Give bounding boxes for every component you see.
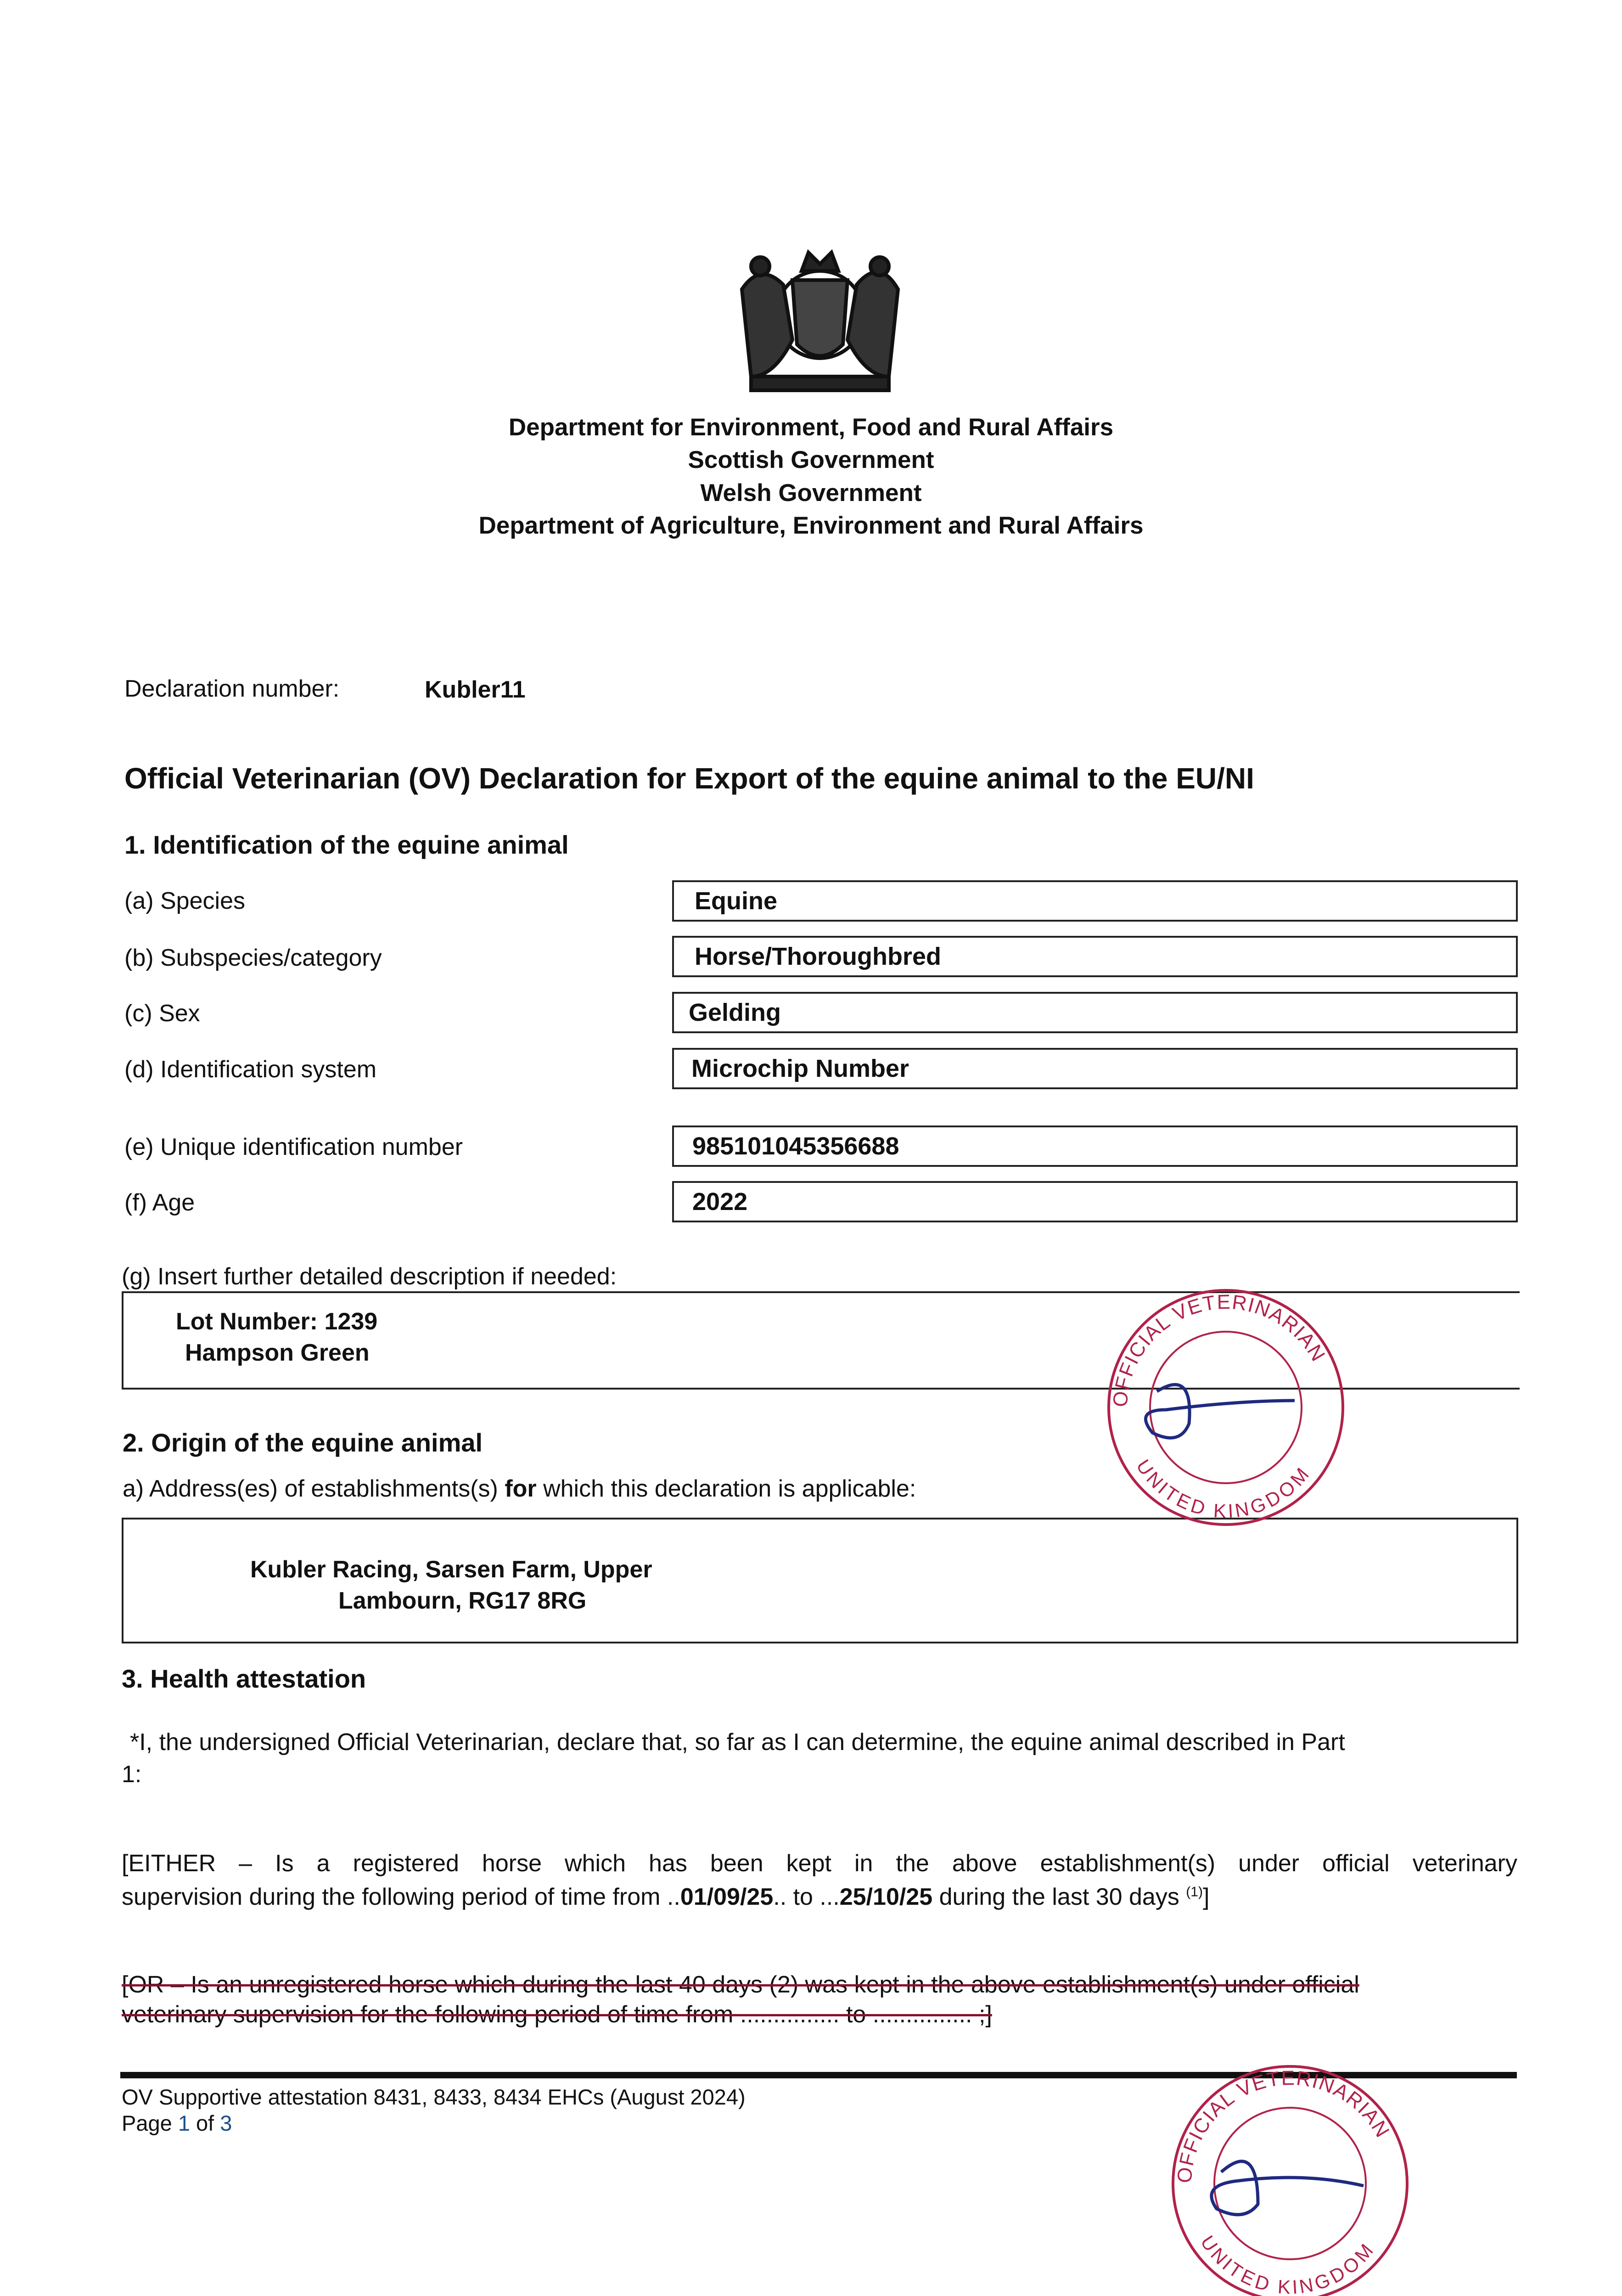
department-welsh: Welsh Government xyxy=(700,479,922,506)
section1-heading: 1. Identification of the equine animal xyxy=(124,830,569,859)
or-clause-line1: [OR – Is an unregistered horse which during the last 40 days (2) was kept in the above establishment(s) under official xyxy=(122,1971,1359,1998)
section2-subheading xyxy=(123,1475,916,1503)
stamp-bottom-text: UNITED KINGDOM xyxy=(1196,2232,1378,2296)
either-from-date: 01/09/25 xyxy=(680,1884,774,1910)
either-post: during the last 30 days xyxy=(932,1884,1186,1910)
field-subspecies: Horse/Thoroughbred xyxy=(672,936,1518,977)
attestation-intro-line2: 1: xyxy=(122,1761,142,1788)
royal-crest-icon xyxy=(724,239,916,400)
label-sex: (c) Sex xyxy=(124,1000,200,1027)
label-id-system: (d) Identification system xyxy=(124,1056,377,1083)
svg-text:OFFICIAL VETERINARIAN xyxy=(1173,2067,1394,2184)
signature xyxy=(1145,1384,1295,1438)
field-sex: Gelding xyxy=(672,992,1518,1033)
field-age: 2022 xyxy=(672,1181,1518,1222)
further-line-lot: Lot Number: 1239 xyxy=(176,1308,378,1335)
either-clause-line2 xyxy=(122,1883,1209,1911)
address-line-1: Kubler Racing, Sarsen Farm, Upper xyxy=(250,1556,652,1583)
or-clause-line2: veterinary supervision for the following period of time from ............... to ............... ;] xyxy=(122,2001,992,2028)
stamp-top-text: OFFICIAL VETERINARIAN xyxy=(1109,1290,1330,1408)
department-scottish: Scottish Government xyxy=(688,446,934,473)
department-defra: Department for Environment, Food and Rural Affairs xyxy=(508,414,1114,441)
address-line-2: Lambourn, RG17 8RG xyxy=(338,1587,587,1614)
sub-suffix: which this declaration is applicable: xyxy=(536,1475,916,1502)
section2-heading: 2. Origin of the equine animal xyxy=(123,1428,483,1457)
svg-text:UNITED KINGDOM xyxy=(1196,2232,1378,2296)
document-title: Official Veterinarian (OV) Declaration for Export of the equine animal to the EU/NI xyxy=(124,762,1254,795)
field-id-system: Microchip Number xyxy=(672,1048,1518,1089)
of-word: of xyxy=(190,2111,220,2135)
stamp-bottom-text: UNITED KINGDOM xyxy=(1132,1456,1314,1522)
label-unique-id: (e) Unique identification number xyxy=(124,1134,463,1160)
svg-text:UNITED KINGDOM xyxy=(1132,1456,1314,1522)
either-to-date: 25/10/25 xyxy=(839,1884,933,1910)
label-age: (f) Age xyxy=(124,1189,195,1216)
declaration-number-value: Kubler11 xyxy=(425,676,526,703)
either-clause-line1: [EITHER – Is a registered horse which has been kept in the above establishment(s) under official veterinary xyxy=(122,1850,1517,1877)
department-daera: Department of Agriculture, Environment and Rural Affairs xyxy=(478,512,1144,539)
field-species: Equine xyxy=(672,880,1518,922)
signature xyxy=(1212,2161,1364,2215)
label-subspecies: (b) Subspecies/category xyxy=(124,945,382,971)
page-number xyxy=(122,2111,232,2136)
field-unique-id: 985101045356688 xyxy=(672,1125,1518,1167)
official-veterinarian-stamp-icon xyxy=(1102,1286,1350,1529)
sub-prefix: a) Address(es) of establishments(s) xyxy=(123,1475,505,1502)
label-species: (a) Species xyxy=(124,888,245,914)
page-word: Page xyxy=(122,2111,178,2135)
declaration-number-label: Declaration number: xyxy=(124,675,340,702)
divider xyxy=(122,1291,123,1389)
section3-heading: 3. Health attestation xyxy=(122,1664,366,1693)
page-total: 3 xyxy=(220,2111,232,2135)
attestation-intro-line1: *I, the undersigned Official Veterinarian, declare that, so far as I can determine, the equine animal described in Part xyxy=(130,1729,1345,1756)
either-pre: supervision during the following period of time from .. xyxy=(122,1884,680,1910)
footer-reference: OV Supportive attestation 8431, 8433, 8434 EHCs (August 2024) xyxy=(122,2085,746,2109)
stamp-top-text: OFFICIAL VETERINARIAN xyxy=(1173,2066,1394,2184)
either-end: ] xyxy=(1202,1884,1210,1910)
footnote-ref: (1) xyxy=(1186,1884,1203,1900)
svg-text:OFFICIAL VETERINARIAN xyxy=(1109,1291,1330,1408)
further-line-name: Hampson Green xyxy=(185,1339,370,1366)
further-description-label: (g) Insert further detailed description if needed: xyxy=(122,1263,617,1290)
official-veterinarian-stamp-icon xyxy=(1166,2062,1414,2296)
page-current: 1 xyxy=(178,2111,190,2135)
sub-bold: for xyxy=(505,1475,537,1502)
either-mid: .. to ... xyxy=(773,1884,840,1910)
